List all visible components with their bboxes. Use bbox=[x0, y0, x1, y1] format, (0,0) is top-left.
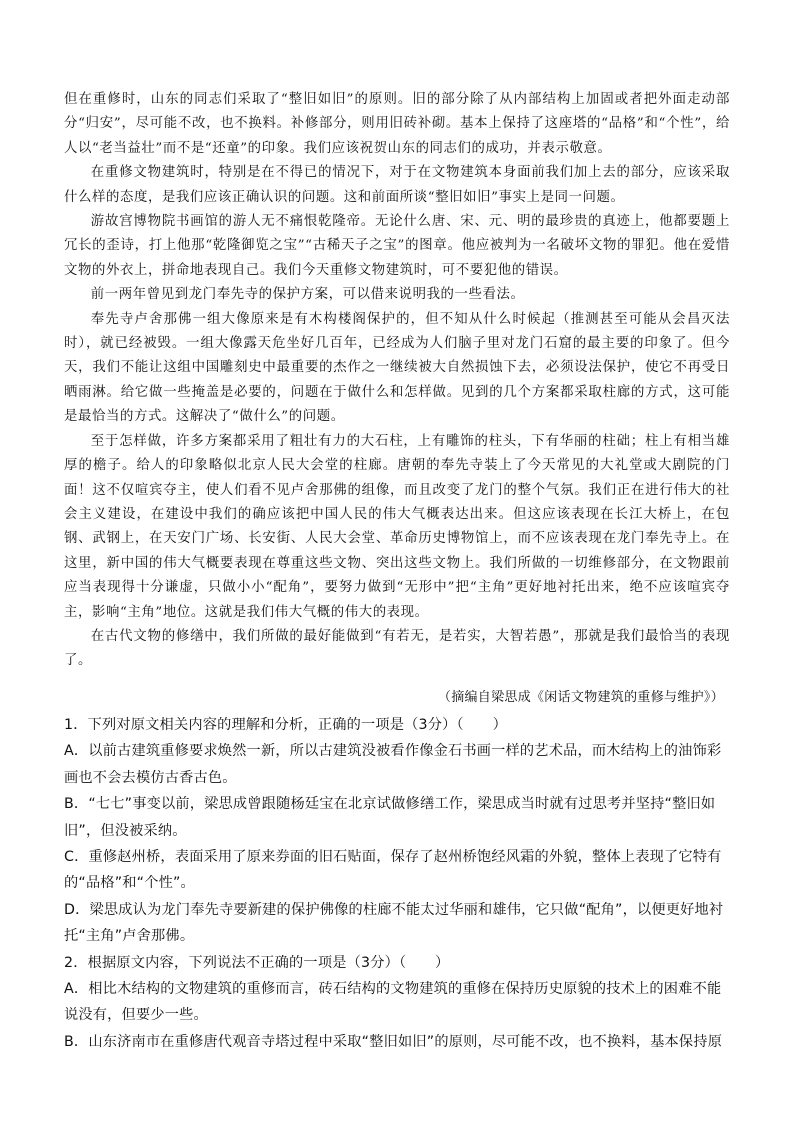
question-1-option-a: A．以前古建筑重修要求焕然一新，所以古建筑没被看作像金石书画一样的艺术品，而木结构上的油饰彩画也不会去模仿古香古色。 bbox=[64, 743, 722, 786]
question-1-option-b: B．“七七”事变以前，梁思成曾跟随杨廷宝在北京试做修缮工作，梁思成当时就有过思考并坚持“整旧如旧”，但没被采纳。 bbox=[64, 796, 716, 839]
question-2-option-a: A．相比木结构的文物建筑的重修而言，砖石结构的文物建筑的重修在保持历史原貌的技术上的困难不能说没有，但要少一些。 bbox=[64, 981, 722, 1024]
question-1-option-c: C．重修赵州桥，表面采用了原来券面的旧石贴面，保存了赵州桥饱经风霜的外貌，整体上表现了它特有的“品格”和“个性”。 bbox=[64, 849, 722, 892]
question-1-stem: 1．下列对原文相关内容的理解和分析，正确的一项是（3分）（ ） bbox=[64, 717, 507, 733]
passage-paragraph: 但在重修时，山东的同志们采取了“整旧如旧”的原则。旧的部分除了从内部结构上加固或者把外面走动部分“归安”，尽可能不改，也不换料。补修部分，则用旧砖补砌。基本上保持了这座塔的“品格”和“个性”，给人以“老当益壮”而不是“还童”的印象。我们应该祝贺山东的同志们的成功，并表示敬意。 bbox=[64, 92, 730, 156]
question-1-option-d: D．梁思成认为龙门奉先寺要新建的保护佛像的柱廊不能太过华丽和雄伟，它只做“配角”，以便更好地衬托“主角”卢舍那佛。 bbox=[64, 901, 724, 945]
passage-paragraph: 至于怎样做，许多方案都采用了粗壮有力的大石柱，上有雕饰的柱头，下有华丽的柱础；柱上有相当雄厚的檐子。给人的印象略似北京人民大会堂的柱廊。唐朝的奉先寺装上了今天常见的大礼堂或大剧院的门面！这不仅喧宾夺主，使人们看不见卢舍那佛的组像，而且改变了龙门的整个气氛。我们正在进行伟大的社会主义建设，在建设中我们的确应该把中国人民的伟大气概表达出来。但这应该表现在长江大桥上，在包钢、武钢上，在天安门广场、长安街、人民大会堂、革命历史博物馆上，而不应该表现在龙门奉先寺上。在这里，新中国的伟大气概要表现在尊重这些文物、突出这些文物上。我们所做的一切维修部分，在文物跟前应当表现得十分谦虚，只做小小“配角”，要努力做到“无形中”把“主角”更好地衬托出来，绝不应该喧宾夺主，影响“主角”地位。这就是我们伟大气概的伟大的表现。 bbox=[64, 433, 730, 620]
passage-paragraph: 在重修文物建筑时，特别是在不得已的情况下，对于在文物建筑本身面前我们加上去的部分，应该采取什么样的态度，是我们应该正确认识的问题。这和前面所谈“整旧如旧”事实上是同一问题。 bbox=[64, 165, 730, 205]
reading-passage bbox=[64, 88, 730, 674]
question-2-option-b: B．山东济南市在重修唐代观音寺塔过程中采取“整旧如旧”的原则，尽可能不改，也不换料，基本保持原 bbox=[64, 1033, 723, 1050]
passage-paragraph: 前一两年曾见到龙门奉先寺的保护方案，可以借来说明我的一些看法。 bbox=[90, 287, 525, 303]
passage-paragraph: 在古代文物的修缮中，我们所做的最好能做到“有若无，是若实，大智若愚”，那就是我们最恰当的表现了。 bbox=[64, 628, 730, 669]
question-2-stem: 2．根据原文内容，下列说法不正确的一项是（3分）（ ） bbox=[64, 954, 450, 971]
question-section bbox=[64, 712, 728, 1055]
passage-paragraph: 游故宫博物院书画馆的游人无不痛恨乾隆帝。无论什么唐、宋、元、明的最珍贵的真迹上，他都要题上冗长的歪诗，打上他那“乾隆御览之宝”“古稀天子之宝”的图章。他应被判为一名破坏文物的罪犯。他在爱惜文物的外衣上，拼命地表现自己。我们今天重修文物建筑时，可不要犯他的错误。 bbox=[64, 214, 730, 278]
passage-source: （摘编自梁思成《闲话文物建筑的重修与维护》） bbox=[437, 690, 724, 705]
passage-paragraph: 奉先寺卢舍那佛一组大像原来是有木构楼阁保护的，但不知从什么时候起（推测甚至可能从会昌灭法时），就已经被毁。一组大像露天危坐好几百年，已经成为人们脑子里对龙门石窟的最主要的印象了。但今天，我们不能让这组中国雕刻史中最重要的杰作之一继续被大自然损蚀下去，必须设法保护，使它不再受日晒雨淋。给它做一些掩盖是必要的，问题在于做什么和怎样做。见到的几个方案都采取柱廊的方式，这可能是最恰当的方式。这解决了“做什么”的问题。 bbox=[64, 311, 730, 425]
